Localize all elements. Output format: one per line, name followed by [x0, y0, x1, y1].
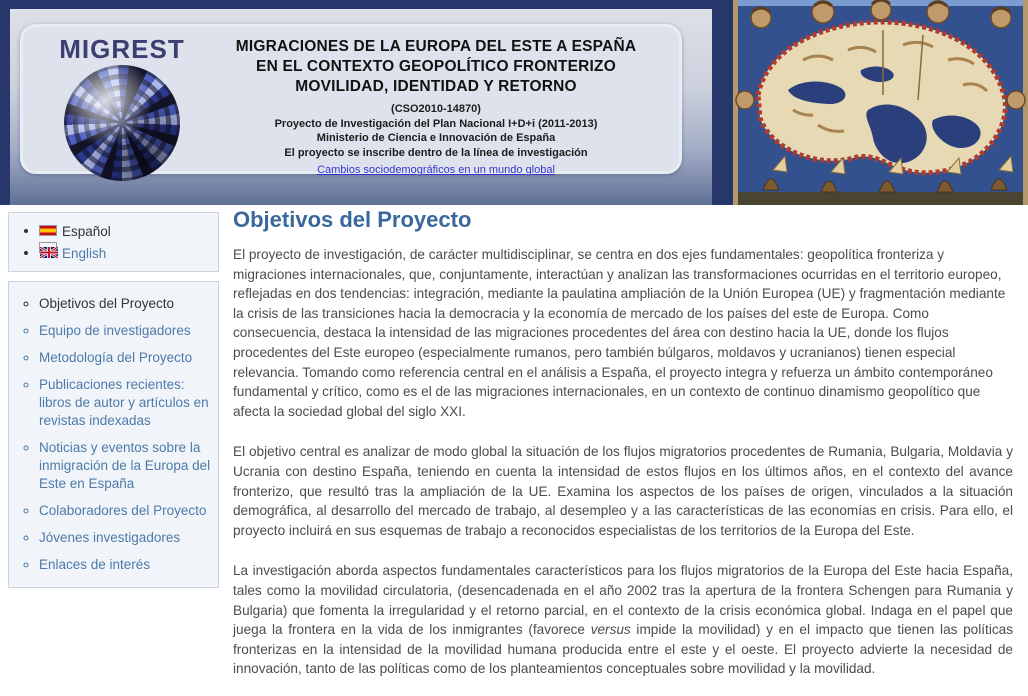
sidebar-item-publicaciones[interactable]: ◦ Publicaciones recientes: libros de autor y artículos en revistas indexadas	[39, 376, 214, 430]
sidebar-item-enlaces[interactable]: ◦ Enlaces de interés	[39, 556, 214, 574]
paragraph-3-text-after: impide la movilidad) y en el impacto que tienen las políticas fronterizas en la intensidad de la movilidad humana producida entre el este y el oeste. El proyecto advierte la necesidad de innovación, tanto de las políticas como de los planteamientos conceptuales sobre movilidad y la movilidad.	[233, 622, 1013, 677]
language-box	[8, 212, 219, 272]
research-line-link[interactable]: Cambios sociodemográficos en un mundo global	[317, 164, 555, 176]
sidebar	[8, 212, 219, 588]
project-subtitle-block	[201, 102, 671, 160]
sidebar-item-metodologia[interactable]: ◦ Metodología del Proyecto	[39, 349, 214, 367]
objectives-paragraph-3	[233, 561, 1013, 679]
objectives-paragraph-1: El proyecto de investigación, de carácter multidisciplinar, se centra en dos ejes fundamentales: geopolítica fronteriza y migraciones internacionales, que, conjuntamente, interactúan y analizan las transformaciones ocurridas en el territorio europeo, reflejadas en dos tendencias: integración, mediante la paulatina ampliación de la Unión Europea (UE) y fragmentación mediante la crisis de las transiciones hacia la democracia y la economía de mercado de los países del este de Europa. Como consecuencia, destaca la intensidad de las migraciones procedentes del área con destino hacia la UE, donde los flujos procedentes del Este europeo (especialmente rumanos, pero también búlgaros, moldavos y ucranianos) tienen especial relevancia. Tomando como referencia central en el análisis a España, el proyecto integra y refuerza un ámbito contemporáneo fundamental y crítico, como es el de las migraciones internacionales, en un contexto de continuo dinamismo geopolítico que afecta la sociedad global del siglo XXI.	[233, 247, 1006, 419]
project-logo	[47, 35, 197, 181]
language-item-english[interactable]	[39, 242, 214, 264]
language-label-espanol: Español	[62, 223, 111, 239]
sidebar-nav	[8, 281, 219, 588]
sidebar-item-jovenes[interactable]: ◦ Jóvenes investigadores	[39, 529, 214, 547]
project-ministry: Ministerio de Ciencia e Innovación de España	[316, 132, 556, 144]
ptolemy-world-map-image	[733, 0, 1028, 205]
project-title-line-1: MIGRACIONES DE LA EUROPA DEL ESTE A ESPAÑA	[235, 38, 637, 55]
project-plan: Proyecto de Investigación del Plan Nacional I+D+i (2011-2013)	[274, 117, 598, 130]
language-item-espanol[interactable]	[39, 220, 214, 242]
logo-text: MIGREST	[59, 34, 185, 64]
project-code: (CSO2010-14870)	[391, 103, 481, 115]
spain-flag-icon	[39, 225, 57, 236]
main-content	[233, 207, 1013, 696]
language-label-english: English	[62, 245, 107, 261]
paragraph-3-versus: versus	[590, 622, 631, 638]
project-title-line-3: MOVILIDAD, IDENTIDAD Y RETORNO	[295, 78, 577, 95]
sidebar-item-objetivos[interactable]: ◦ Objetivos del Proyecto	[39, 295, 214, 313]
project-title-block	[201, 37, 671, 178]
sidebar-item-noticias[interactable]: ◦ Noticias y eventos sobre la inmigración de la Europa del Este en España	[39, 439, 214, 493]
page-title: Objetivos del Proyecto	[233, 207, 472, 232]
paragraph-3-text-before: La investigación aborda aspectos fundamentales característicos para los flujos migratorios de la Europa del Este hacia España, tales como la movilidad circulatoria, (desencadenada en el año 2002 tras la apertura de la frontera Schengen para Rumania y Bulgaria) que fomenta la irregularidad y el retorno parcial, en el contexto de la crisis económica global. Indaga en el papel que juega la frontera en la vida de los inmigrantes (favorece	[233, 563, 1013, 638]
sidebar-item-equipo[interactable]: ◦ Equipo de investigadores	[39, 322, 214, 340]
sidebar-item-colaboradores[interactable]: ◦ Colaboradores del Proyecto	[39, 502, 214, 520]
page-header	[0, 0, 1028, 205]
uk-flag-icon	[39, 242, 57, 253]
sphere-logo-image	[64, 65, 180, 181]
objectives-paragraph-2: El objetivo central es analizar de modo global la situación de los flujos migratorios procedentes de Rumania, Bulgaria, Moldavia y Ucrania con destino España, teniendo en cuenta la intensidad de estos flujos en los últimos años, en el contexto del avance fronterizo, que resultó tras la ampliación de la UE. Examina los aspectos de los países de origen, vinculados a la situación demográfica, al desarrollo del mercado de trabajo, al desempleo y a las características de las economías en crisis. Para ello, el proyecto incluirá en sus esquemas de trabajo a reconocidos especialistas de los territorios de la Europa del Este.	[233, 444, 1013, 538]
header-title-box	[20, 24, 682, 174]
project-title-line-2: EN EL CONTEXTO GEOPOLÍTICO FRONTERIZO	[256, 58, 616, 75]
project-research-line-intro: El proyecto se inscribe dentro de la línea de investigación	[284, 146, 588, 159]
